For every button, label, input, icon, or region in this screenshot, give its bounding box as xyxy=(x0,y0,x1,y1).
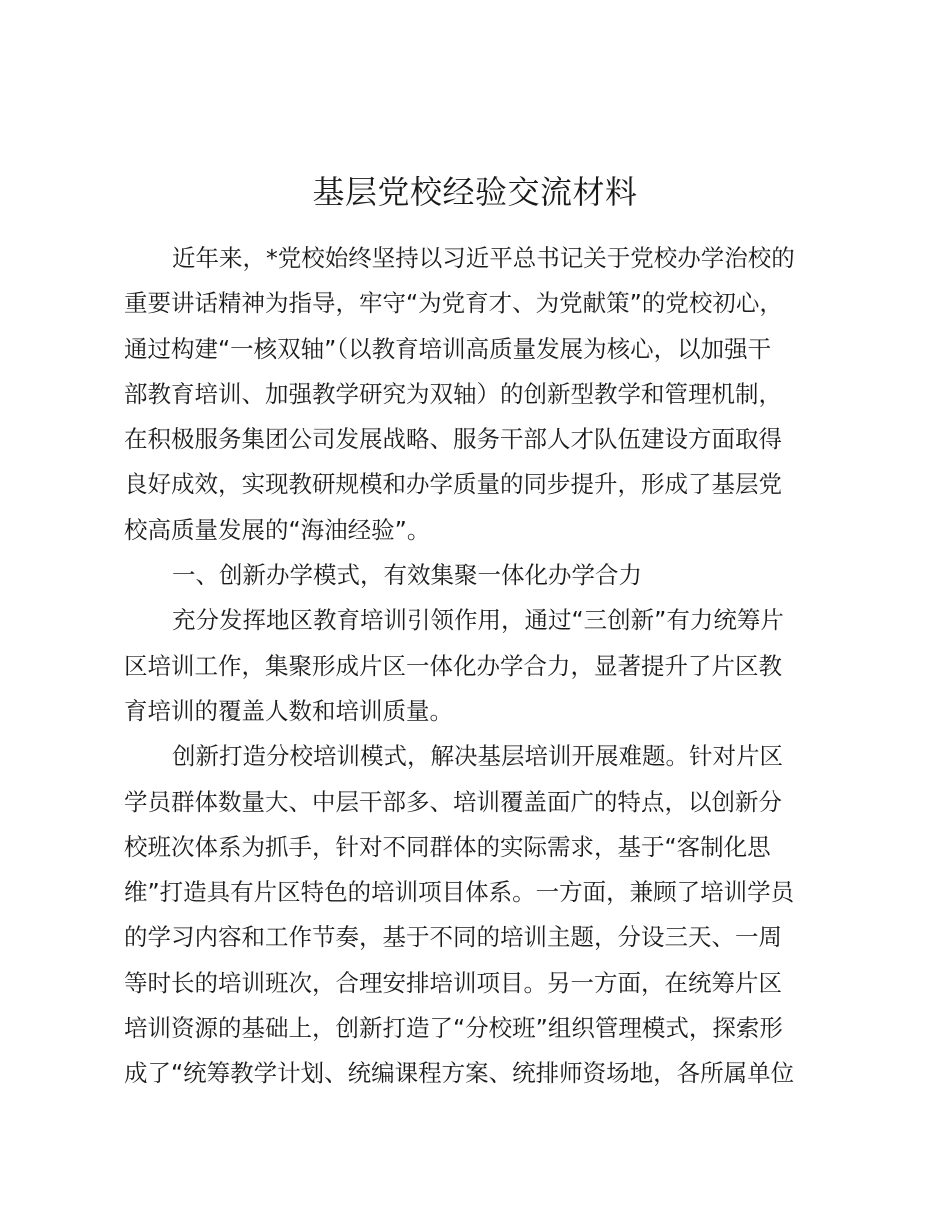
paragraph-line: 的学习内容和工作节奏，基于不同的培训主题，分设三天、一周 xyxy=(124,923,782,952)
paragraph-line: 创新打造分校培训模式，解决基层培训开展难题。针对片区 xyxy=(172,742,783,771)
paragraph-line: 成了“统筹教学计划、统编课程方案、统排师资场地，各所属单位 xyxy=(124,1059,795,1088)
paragraph-line: 校班次体系为抓手，针对不同群体的实际需求，基于“客制化思 xyxy=(124,832,771,861)
paragraph-line: 良好成效，实现教研规模和办学质量的同步提升，形成了基层党 xyxy=(124,470,782,499)
section-heading: 一、创新办学模式，有效集聚一体化办学合力 xyxy=(172,561,642,590)
paragraph-line: 育培训的覆盖人数和培训质量。 xyxy=(124,696,453,725)
paragraph-line: 充分发挥地区教育培训引领作用，通过“三创新”有力统筹片 xyxy=(172,606,784,635)
paragraph-line: 在积极服务集团公司发展战略、服务干部人才队伍建设方面取得 xyxy=(124,425,782,454)
document-body xyxy=(124,236,836,1097)
paragraph-line: 近年来，*党校始终坚持以习近平总书记关于党校办学治校的 xyxy=(172,244,795,272)
document-title: 基层党校经验交流材料 xyxy=(312,173,638,211)
paragraph-line: 等时长的培训班次，合理安排培训项目。另一方面，在统筹片区 xyxy=(124,968,782,997)
paragraph-line: 重要讲话精神为指导，牢守“为党育才、为党献策”的党校初心， xyxy=(124,289,783,318)
paragraph-line: 部教育培训、加强教学研究为双轴）的创新型教学和管理机制， xyxy=(124,379,782,408)
paragraph-line: 通过构建“一核双轴”（以教育培训高质量发展为核心，以加强干 xyxy=(124,334,772,363)
paragraph-line: 校高质量发展的“海油经验”。 xyxy=(124,515,431,544)
paragraph-line: 学员群体数量大、中层干部多、培训覆盖面广的特点，以创新分 xyxy=(124,787,782,816)
paragraph-line: 培训资源的基础上，创新打造了“分校班”组织管理模式，探索形 xyxy=(124,1014,783,1043)
paragraph-line: 区培训工作，集聚形成片区一体化办学合力，显著提升了片区教 xyxy=(124,651,782,680)
paragraph-line: 维”打造具有片区特色的培训项目体系。一方面，兼顾了培训学员 xyxy=(124,878,795,907)
